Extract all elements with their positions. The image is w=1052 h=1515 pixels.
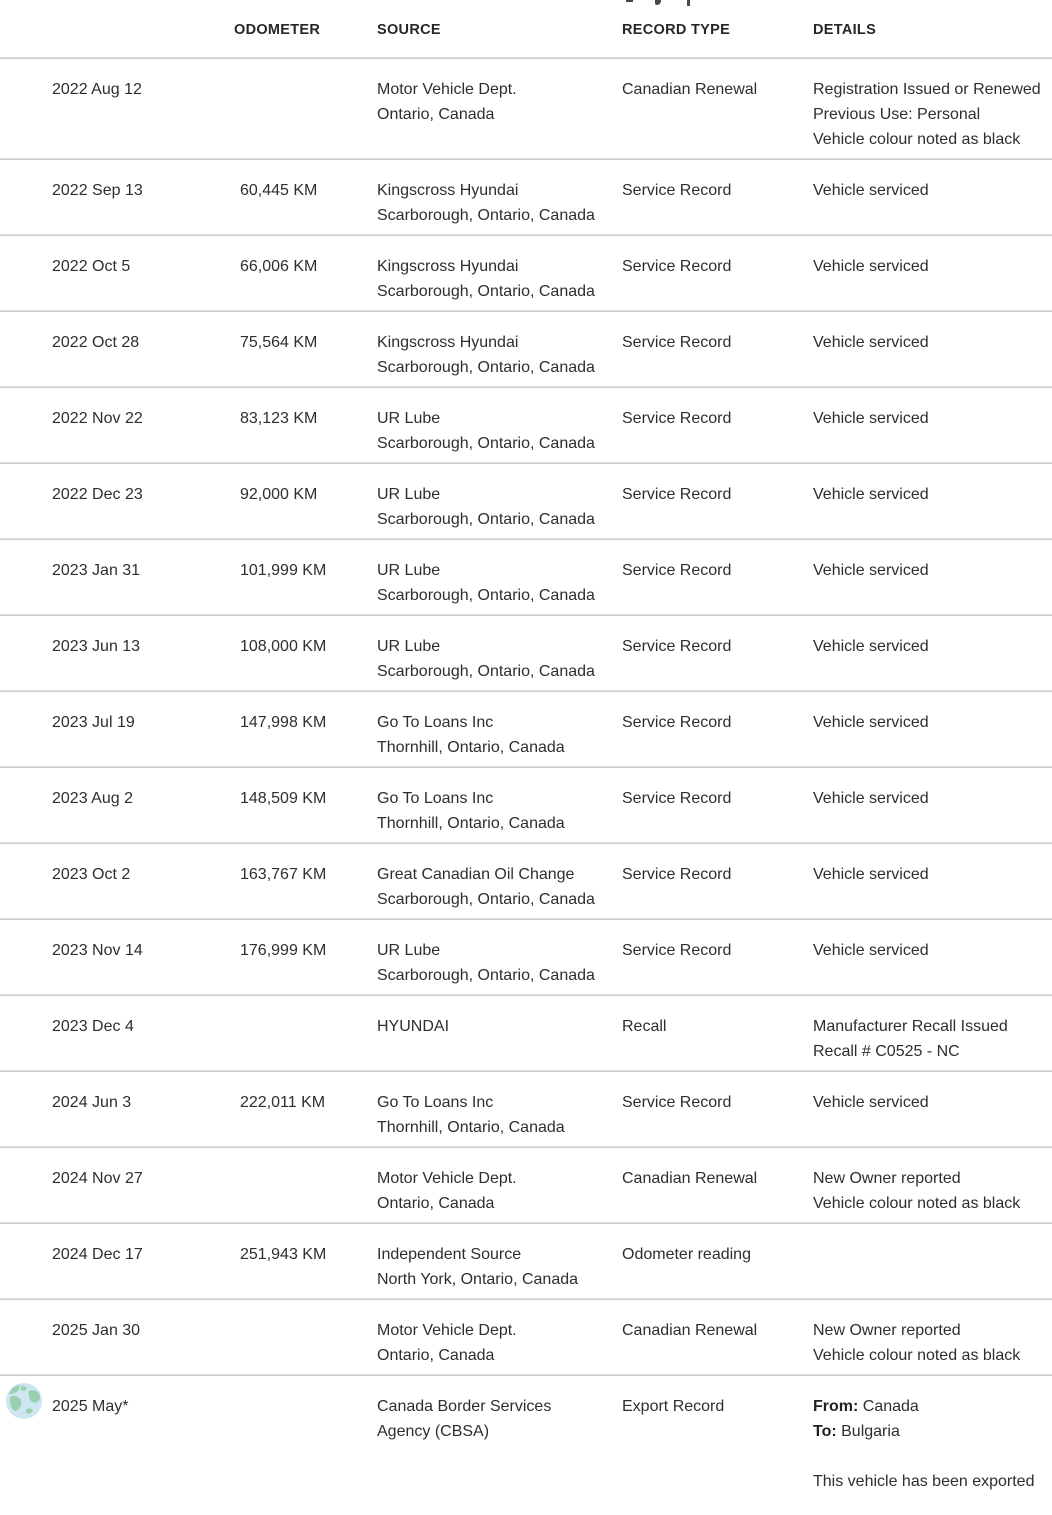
row-details bbox=[813, 1166, 1052, 1216]
source-line: Go To Loans Inc bbox=[377, 1094, 494, 1111]
row-details bbox=[813, 634, 1052, 659]
clipped-text-fragment bbox=[687, 0, 690, 6]
detail-line: Vehicle serviced bbox=[813, 182, 929, 199]
table-row bbox=[0, 994, 1052, 1070]
source-line: UR Lube bbox=[377, 562, 441, 579]
row-details bbox=[813, 558, 1052, 583]
row-odometer: 251,943 KM bbox=[240, 1246, 327, 1263]
source-line: Scarborough, Ontario, Canada bbox=[377, 587, 595, 604]
row-date: 2022 Aug 12 bbox=[52, 81, 142, 98]
table-row bbox=[0, 57, 1052, 158]
source-line: Scarborough, Ontario, Canada bbox=[377, 891, 595, 908]
globe-icon bbox=[6, 1383, 42, 1419]
detail-line: Vehicle colour noted as black bbox=[813, 1347, 1021, 1364]
detail-line: Previous Use: Personal bbox=[813, 106, 981, 123]
table-row bbox=[0, 1146, 1052, 1222]
clipped-text-fragment bbox=[626, 0, 633, 2]
row-record-type: Export Record bbox=[622, 1398, 725, 1415]
detail-line: Recall # C0525 - NC bbox=[813, 1043, 960, 1060]
row-record-type: Recall bbox=[622, 1018, 667, 1035]
detail-line: Vehicle serviced bbox=[813, 562, 929, 579]
header-odometer: ODOMETER bbox=[234, 22, 321, 38]
source-line: Scarborough, Ontario, Canada bbox=[377, 359, 595, 376]
source-line: Ontario, Canada bbox=[377, 1195, 495, 1212]
row-date: 2023 Jul 19 bbox=[52, 714, 135, 731]
row-date: 2022 Sep 13 bbox=[52, 182, 143, 199]
row-details bbox=[813, 77, 1052, 152]
row-source bbox=[377, 1090, 622, 1140]
row-odometer: 101,999 KM bbox=[240, 562, 327, 579]
row-date: 2024 Nov 27 bbox=[52, 1170, 143, 1187]
source-line: Canada Border Services bbox=[377, 1398, 552, 1415]
table-header-row bbox=[0, 0, 1052, 57]
row-date: 2024 Jun 3 bbox=[52, 1094, 132, 1111]
table-row bbox=[0, 234, 1052, 310]
detail-line: Vehicle serviced bbox=[813, 1094, 929, 1111]
source-line: Scarborough, Ontario, Canada bbox=[377, 511, 595, 528]
row-source bbox=[377, 1318, 622, 1368]
detail-line: Vehicle serviced bbox=[813, 790, 929, 807]
row-record-type: Service Record bbox=[622, 1094, 732, 1111]
detail-line: This vehicle has been exported bbox=[813, 1473, 1035, 1490]
row-record-type: Service Record bbox=[622, 638, 732, 655]
detail-line: New Owner reported bbox=[813, 1322, 961, 1339]
row-odometer: 163,767 KM bbox=[240, 866, 327, 883]
row-source bbox=[377, 254, 622, 304]
row-source bbox=[377, 938, 622, 988]
source-line: Go To Loans Inc bbox=[377, 790, 494, 807]
row-date: 2023 Oct 2 bbox=[52, 866, 131, 883]
row-details bbox=[813, 1014, 1052, 1064]
detail-line: Vehicle serviced bbox=[813, 486, 929, 503]
source-line: Thornhill, Ontario, Canada bbox=[377, 815, 565, 832]
table-row bbox=[0, 766, 1052, 842]
source-line: Ontario, Canada bbox=[377, 106, 495, 123]
detail-line: Manufacturer Recall Issued bbox=[813, 1018, 1008, 1035]
row-record-type: Service Record bbox=[622, 866, 732, 883]
source-line: Agency (CBSA) bbox=[377, 1423, 490, 1440]
detail-line: Vehicle serviced bbox=[813, 334, 929, 351]
detail-line: Vehicle serviced bbox=[813, 942, 929, 959]
source-line: Great Canadian Oil Change bbox=[377, 866, 575, 883]
table-row bbox=[0, 614, 1052, 690]
detail-line: Vehicle serviced bbox=[813, 258, 929, 275]
row-source bbox=[377, 77, 622, 127]
row-date: 2023 Jun 13 bbox=[52, 638, 141, 655]
source-line: Thornhill, Ontario, Canada bbox=[377, 739, 565, 756]
source-line: Kingscross Hyundai bbox=[377, 258, 519, 275]
row-date: 2022 Oct 28 bbox=[52, 334, 140, 351]
row-record-type: Service Record bbox=[622, 790, 732, 807]
row-odometer: 147,998 KM bbox=[240, 714, 327, 731]
source-line: Motor Vehicle Dept. bbox=[377, 1170, 517, 1187]
source-line: UR Lube bbox=[377, 942, 441, 959]
table-row bbox=[0, 690, 1052, 766]
row-date: 2025 May* bbox=[52, 1398, 129, 1415]
row-record-type: Service Record bbox=[622, 182, 732, 199]
row-details bbox=[813, 1318, 1052, 1368]
row-details bbox=[813, 710, 1052, 735]
row-odometer: 222,011 KM bbox=[240, 1094, 326, 1111]
detail-line: From: Canada bbox=[813, 1398, 919, 1415]
row-source bbox=[377, 406, 622, 456]
header-source: SOURCE bbox=[377, 22, 441, 38]
detail-line: Vehicle colour noted as black bbox=[813, 131, 1021, 148]
table-row bbox=[0, 1298, 1052, 1374]
source-line: UR Lube bbox=[377, 638, 441, 655]
row-date: 2022 Dec 23 bbox=[52, 486, 143, 503]
row-date: 2023 Dec 4 bbox=[52, 1018, 134, 1035]
source-line: HYUNDAI bbox=[377, 1018, 450, 1035]
table-row bbox=[0, 1374, 1052, 1500]
row-record-type: Service Record bbox=[622, 258, 732, 275]
row-odometer: 60,445 KM bbox=[240, 182, 318, 199]
row-source bbox=[377, 178, 622, 228]
row-record-type: Service Record bbox=[622, 486, 732, 503]
table-row bbox=[0, 310, 1052, 386]
source-line: Kingscross Hyundai bbox=[377, 334, 519, 351]
row-source bbox=[377, 330, 622, 380]
row-details bbox=[813, 482, 1052, 507]
row-record-type: Service Record bbox=[622, 714, 732, 731]
row-odometer: 75,564 KM bbox=[240, 334, 318, 351]
detail-line: Vehicle serviced bbox=[813, 410, 929, 427]
row-odometer: 148,509 KM bbox=[240, 790, 327, 807]
row-details bbox=[813, 1394, 1052, 1494]
row-date: 2023 Aug 2 bbox=[52, 790, 133, 807]
row-odometer: 92,000 KM bbox=[240, 486, 318, 503]
source-line: Scarborough, Ontario, Canada bbox=[377, 283, 595, 300]
table-row bbox=[0, 842, 1052, 918]
header-date bbox=[0, 0, 234, 20]
row-odometer: 66,006 KM bbox=[240, 258, 318, 275]
row-source bbox=[377, 710, 622, 760]
row-date: 2022 Nov 22 bbox=[52, 410, 143, 427]
source-line: Scarborough, Ontario, Canada bbox=[377, 967, 595, 984]
row-date: 2023 Jan 31 bbox=[52, 562, 141, 579]
detail-bold-label: From: bbox=[813, 1398, 859, 1415]
row-source bbox=[377, 862, 622, 912]
table-row bbox=[0, 538, 1052, 614]
table-row bbox=[0, 158, 1052, 234]
source-line: UR Lube bbox=[377, 486, 441, 503]
row-details bbox=[813, 406, 1052, 431]
row-details bbox=[813, 178, 1052, 203]
row-date: 2024 Dec 17 bbox=[52, 1246, 143, 1263]
table-row bbox=[0, 918, 1052, 994]
source-line: Scarborough, Ontario, Canada bbox=[377, 663, 595, 680]
row-record-type: Odometer reading bbox=[622, 1246, 751, 1263]
source-line: Go To Loans Inc bbox=[377, 714, 494, 731]
row-odometer: 108,000 KM bbox=[240, 638, 327, 655]
row-source bbox=[377, 1394, 622, 1444]
table-row bbox=[0, 1070, 1052, 1146]
source-line: Thornhill, Ontario, Canada bbox=[377, 1119, 565, 1136]
row-source bbox=[377, 1242, 622, 1292]
table-row bbox=[0, 386, 1052, 462]
detail-bold-label: To: bbox=[813, 1423, 837, 1440]
source-line: UR Lube bbox=[377, 410, 441, 427]
row-record-type: Service Record bbox=[622, 562, 732, 579]
detail-line: Vehicle serviced bbox=[813, 638, 929, 655]
row-details bbox=[813, 938, 1052, 963]
row-date: 2023 Nov 14 bbox=[52, 942, 143, 959]
row-odometer: 83,123 KM bbox=[240, 410, 318, 427]
detail-line: New Owner reported bbox=[813, 1170, 961, 1187]
row-date: 2022 Oct 5 bbox=[52, 258, 131, 275]
detail-line: Vehicle colour noted as black bbox=[813, 1195, 1021, 1212]
row-details bbox=[813, 862, 1052, 887]
row-odometer: 176,999 KM bbox=[240, 942, 327, 959]
source-line: Motor Vehicle Dept. bbox=[377, 81, 517, 98]
detail-line bbox=[813, 1444, 1046, 1469]
table-row bbox=[0, 1222, 1052, 1298]
detail-line: Registration Issued or Renewed bbox=[813, 81, 1041, 98]
header-details: DETAILS bbox=[813, 22, 877, 38]
row-record-type: Service Record bbox=[622, 942, 732, 959]
row-record-type: Canadian Renewal bbox=[622, 81, 758, 98]
row-source bbox=[377, 1014, 622, 1039]
row-record-type: Service Record bbox=[622, 410, 732, 427]
source-line: Scarborough, Ontario, Canada bbox=[377, 435, 595, 452]
row-source bbox=[377, 482, 622, 532]
row-source bbox=[377, 634, 622, 684]
detail-line: To: Bulgaria bbox=[813, 1423, 900, 1440]
row-details bbox=[813, 786, 1052, 811]
source-line: North York, Ontario, Canada bbox=[377, 1271, 579, 1288]
row-source bbox=[377, 558, 622, 608]
source-line: Kingscross Hyundai bbox=[377, 182, 519, 199]
row-record-type: Service Record bbox=[622, 334, 732, 351]
row-source bbox=[377, 1166, 622, 1216]
table-body bbox=[0, 57, 1052, 1500]
row-source bbox=[377, 786, 622, 836]
header-record-type: RECORD TYPE bbox=[622, 22, 731, 38]
detail-line: Vehicle serviced bbox=[813, 714, 929, 731]
detail-line: Vehicle serviced bbox=[813, 866, 929, 883]
row-details bbox=[813, 1090, 1052, 1115]
row-date: 2025 Jan 30 bbox=[52, 1322, 141, 1339]
source-line: Independent Source bbox=[377, 1246, 522, 1263]
row-record-type: Canadian Renewal bbox=[622, 1170, 758, 1187]
row-record-type: Canadian Renewal bbox=[622, 1322, 758, 1339]
source-line: Scarborough, Ontario, Canada bbox=[377, 207, 595, 224]
row-details bbox=[813, 254, 1052, 279]
row-details bbox=[813, 330, 1052, 355]
source-line: Ontario, Canada bbox=[377, 1347, 495, 1364]
source-line: Motor Vehicle Dept. bbox=[377, 1322, 517, 1339]
table-row bbox=[0, 462, 1052, 538]
